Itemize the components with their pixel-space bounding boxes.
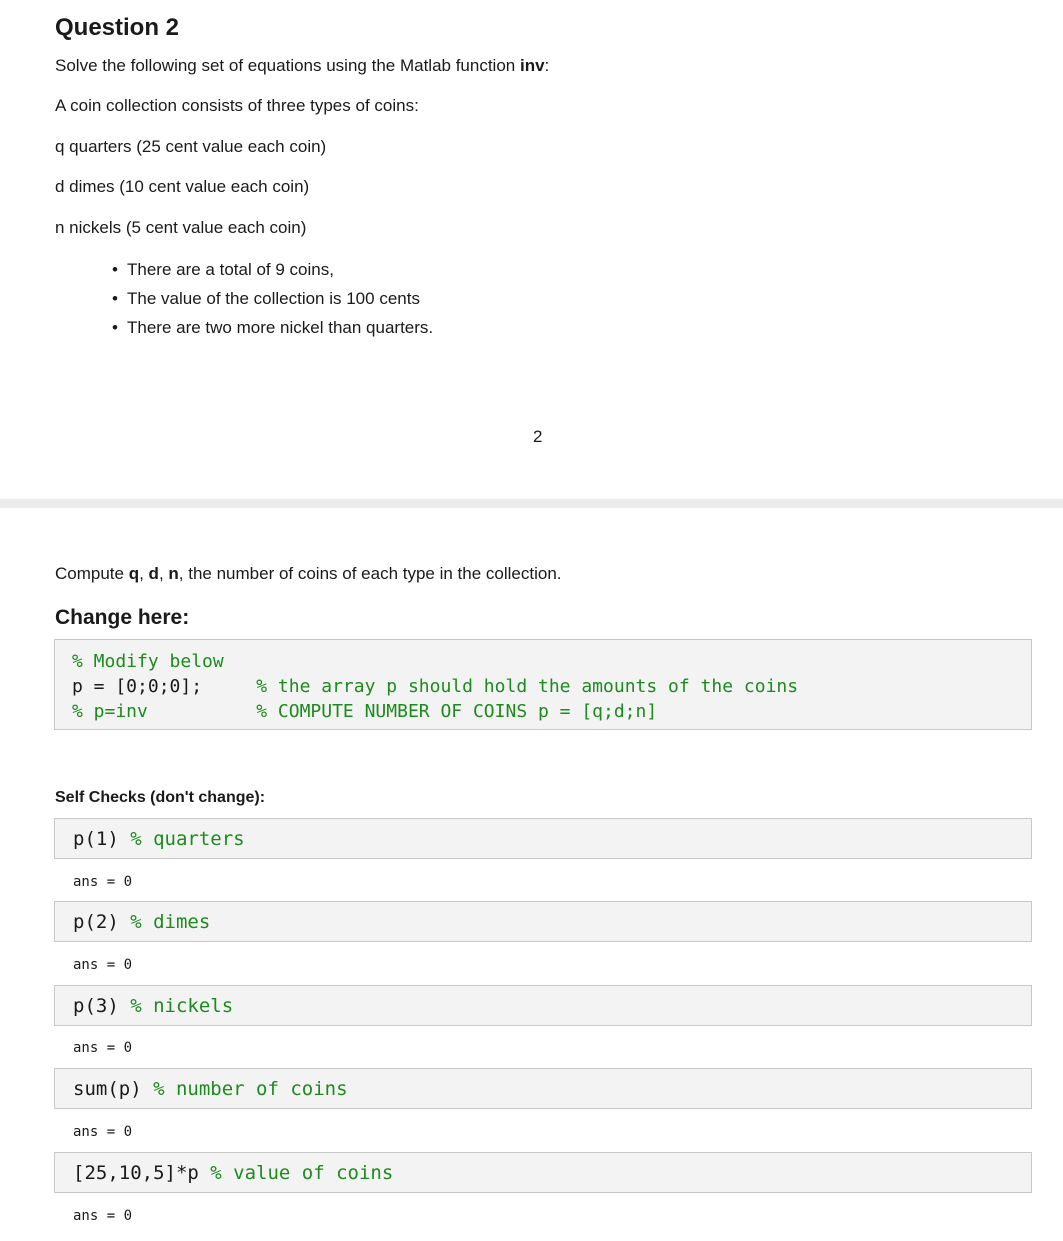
coin-dimes: d dimes (10 cent value each coin) [55, 177, 310, 196]
question-title: Question 2 [55, 14, 180, 41]
change-here-heading: Change here: [55, 606, 190, 629]
bullet-icon: • [112, 289, 118, 308]
code-line: p = [0;0;0]; % the array p should hold the amounts of the coins [72, 676, 799, 697]
self-check-code[interactable]: p(1) % quarters [54, 818, 1032, 859]
page-number: 2 [533, 427, 543, 446]
self-check-output: ans = 0 [73, 957, 133, 973]
self-check-output: ans = 0 [73, 874, 133, 890]
description: A coin collection consists of three types of coins: [55, 96, 419, 115]
bullet-icon: • [112, 260, 118, 279]
page-break-divider [0, 499, 1063, 508]
bullet-icon: • [112, 318, 118, 337]
self-check-output: ans = 0 [73, 1208, 133, 1224]
coin-nickels: n nickels (5 cent value each coin) [55, 218, 307, 237]
editable-code-block[interactable] [54, 639, 1032, 730]
self-check-output: ans = 0 [73, 1040, 133, 1056]
self-checks-heading: Self Checks (don't change): [55, 789, 266, 806]
list-item: • There are two more nickel than quarters. [112, 316, 433, 345]
list-item: • The value of the collection is 100 cents [112, 287, 433, 316]
inv-keyword: inv [519, 56, 545, 75]
self-check-code[interactable]: sum(p) % number of coins [54, 1068, 1032, 1109]
coin-quarters: q quarters (25 cent value each coin) [55, 137, 327, 156]
code-line: % p=inv % COMPUTE NUMBER OF COINS p = [q;d;n] [72, 701, 658, 722]
code-line: % Modify below [72, 651, 224, 672]
self-check-output: ans = 0 [73, 1124, 133, 1140]
self-check-code[interactable]: p(3) % nickels [54, 985, 1032, 1026]
list-item: • There are a total of 9 coins, [112, 258, 433, 287]
self-check-code[interactable]: p(2) % dimes [54, 901, 1032, 942]
self-check-code[interactable]: [25,10,5]*p % value of coins [54, 1152, 1032, 1193]
constraints-list [112, 258, 433, 345]
compute-text: Compute q, d, n, the number of coins of each type in the collection. [55, 564, 562, 583]
intro-text: Solve the following set of equations using the Matlab function inv: [55, 56, 550, 75]
